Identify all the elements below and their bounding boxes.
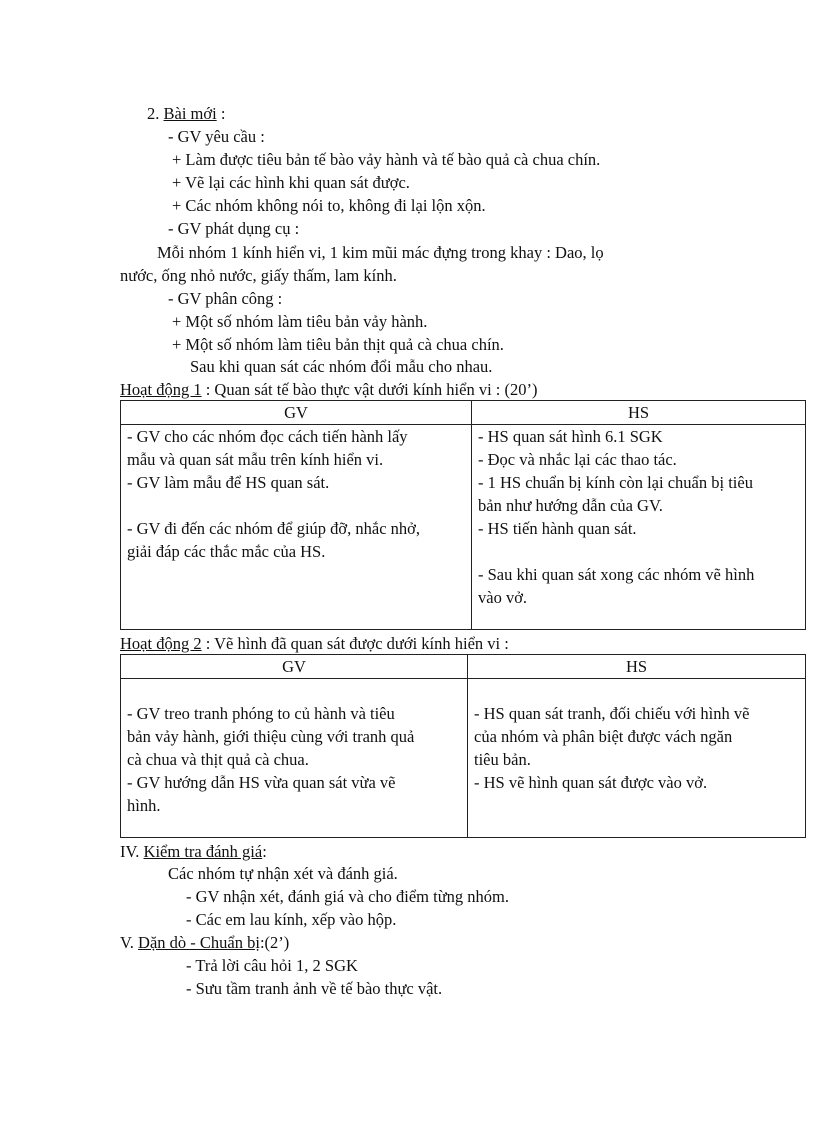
gv-line: - GV hướng dẫn HS vừa quan sát vừa vẽ [127, 773, 396, 792]
hs-line: tiêu bản. [474, 750, 531, 769]
column-header-hs: HS [468, 655, 806, 679]
section-2-number: 2. [147, 104, 160, 123]
hs-line: vào vở. [478, 588, 528, 607]
column-header-gv: GV [121, 655, 468, 679]
gv-line: - GV làm mẫu để HS quan sát. [127, 473, 330, 492]
activity-1-label: Hoạt động 1 [120, 380, 202, 399]
gv-line: cà chua và thịt quả cà chua. [127, 750, 309, 769]
hs-line: - HS tiến hành quan sát. [478, 519, 637, 538]
activity-2-label: Hoạt động 2 [120, 634, 202, 653]
gv-cell [121, 679, 468, 838]
section-5-number: V. [120, 933, 134, 952]
section-4-item: - Các em lau kính, xếp vào hộp. [186, 910, 397, 929]
gv-cell [121, 425, 472, 630]
after-note: Sau khi quan sát các nhóm đổi mẫu cho nhau. [190, 357, 493, 376]
request-item: + Làm được tiêu bản tế bào vảy hành và tế bào quả cà chua chín. [172, 150, 601, 169]
section-4-item: - GV nhận xét, đánh giá và cho điểm từng nhóm. [186, 887, 509, 906]
section-5-title: Dặn dò - Chuẩn bị [138, 933, 260, 952]
hs-line: - 1 HS chuẩn bị kính còn lại chuẩn bị tiêu [478, 473, 753, 492]
gv-line: - GV cho các nhóm đọc cách tiến hành lấy [127, 427, 408, 446]
column-header-gv: GV [121, 401, 472, 425]
gv-line: mẫu và quan sát mẫu trên kính hiển vi. [127, 450, 384, 469]
section-2-colon: : [216, 104, 226, 123]
request-item: + Các nhóm không nói to, không đi lại lộn xộn. [172, 196, 486, 215]
assignment-item: + Một số nhóm làm tiêu bản thịt quả cà chua chín. [172, 335, 504, 354]
tools-line: nước, ống nhỏ nước, giấy thấm, lam kính. [120, 266, 397, 285]
hs-line: của nhóm và phân biệt được vách ngăn [474, 727, 733, 746]
section-2-title: Bài mới [163, 104, 217, 123]
activity-2-table [120, 654, 806, 838]
section-5-item: - Sưu tầm tranh ảnh về tế bào thực vật. [186, 979, 443, 998]
column-header-hs: HS [472, 401, 806, 425]
section-5-item: - Trả lời câu hỏi 1, 2 SGK [186, 956, 358, 975]
gv-requests-label: - GV yêu cầu : [168, 127, 265, 146]
section-5-suffix: :(2’) [259, 933, 290, 952]
hs-line: - HS vẽ hình quan sát được vào vở. [474, 773, 708, 792]
section-4-colon: : [262, 842, 267, 861]
hs-line: - HS quan sát hình 6.1 SGK [478, 427, 663, 446]
assignment-item: + Một số nhóm làm tiêu bản vảy hành. [172, 312, 428, 331]
activity-1-title: : Quan sát tế bào thực vật dưới kính hiển vi : (20’) [201, 380, 538, 399]
section-4-heading [120, 842, 267, 862]
tools-line: Mỗi nhóm 1 kính hiển vi, 1 kim mũi mác đựng trong khay : Dao, lọ [157, 243, 604, 262]
hs-cell [468, 679, 806, 838]
assign-label: - GV phân công : [168, 289, 283, 308]
request-item: + Vẽ lại các hình khi quan sát được. [172, 173, 410, 192]
hs-line: - Sau khi quan sát xong các nhóm vẽ hình [478, 565, 755, 584]
section-4-title: Kiểm tra đánh giá [143, 842, 263, 861]
activity-1-table [120, 400, 806, 630]
section-4-number: IV. [120, 842, 140, 861]
hs-line: - Đọc và nhắc lại các thao tác. [478, 450, 677, 469]
gv-line: giải đáp các thắc mắc của HS. [127, 542, 326, 561]
gv-line: bản vảy hành, giới thiệu cùng với tranh quả [127, 727, 415, 746]
gv-line: - GV treo tranh phóng to củ hành và tiêu [127, 704, 395, 723]
gv-line: hình. [127, 796, 161, 815]
tools-label: - GV phát dụng cụ : [168, 219, 300, 238]
gv-line: - GV đi đến các nhóm để giúp đỡ, nhắc nhở, [127, 519, 420, 538]
hs-line: bản như hướng dẫn của GV. [478, 496, 663, 515]
hs-line: - HS quan sát tranh, đối chiếu với hình vẽ [474, 704, 750, 723]
activity-1-heading [120, 380, 538, 400]
section-4-intro: Các nhóm tự nhận xét và đánh giá. [168, 864, 398, 883]
hs-cell [472, 425, 806, 630]
activity-2-title: : Vẽ hình đã quan sát được dưới kính hiển vi : [201, 634, 509, 653]
activity-2-heading [120, 634, 509, 654]
section-2-heading [147, 104, 225, 124]
section-5-heading [120, 933, 289, 953]
